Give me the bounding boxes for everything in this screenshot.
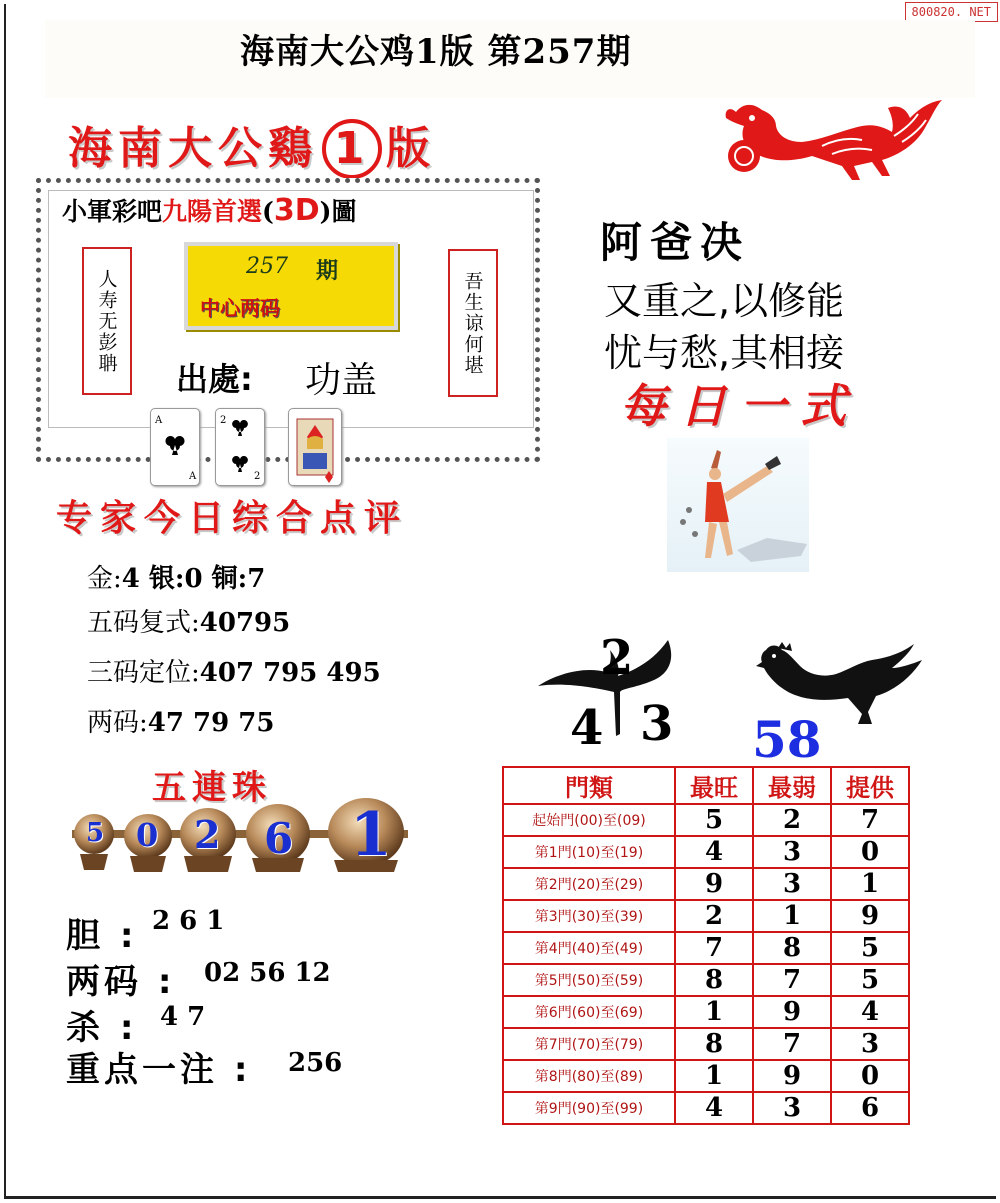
poem-line-1: 又重之,以修能 — [604, 279, 845, 323]
row-hot: 8 — [675, 1028, 753, 1060]
row-cold: 7 — [753, 1028, 831, 1060]
row-hot: 5 — [675, 804, 753, 836]
table-row — [503, 1092, 909, 1124]
panel-header-paren-close: ) — [319, 197, 332, 226]
gate-table — [502, 766, 910, 1125]
panel-header-suffix: 圖 — [331, 197, 357, 226]
table-row — [503, 804, 909, 836]
header-gate: 門類 — [503, 767, 675, 804]
bead-digit-5: 1 — [350, 800, 392, 870]
main-title-prefix: 海南大公鷄 — [68, 123, 318, 174]
panel-header-red: 九陽首選 — [162, 197, 263, 226]
row-offer: 4 — [831, 996, 909, 1028]
panel-header — [62, 192, 357, 228]
liangma-label: 两码 : — [66, 962, 176, 1002]
table-row — [503, 836, 909, 868]
expert-review-title: 专家今日综合点评 — [56, 498, 409, 539]
row-hot: 4 — [675, 1092, 753, 1124]
row-offer: 7 — [831, 804, 909, 836]
table-row — [503, 1060, 909, 1092]
row-hot: 4 — [675, 836, 753, 868]
zhongdian-value: 256 — [288, 1048, 343, 1078]
table-row — [503, 868, 909, 900]
row-cold: 8 — [753, 932, 831, 964]
panel-header-brand: 小軍彩吧 — [62, 197, 163, 226]
two-code-row — [87, 702, 274, 739]
row-range: 第3門(30)至(39) — [503, 900, 675, 932]
row-range: 第4門(40)至(49) — [503, 932, 675, 964]
table-row — [503, 964, 909, 996]
page-title: 海南大公鸡1版 第257期 — [240, 32, 632, 72]
left-poem-box: 人寿无彭聃 — [82, 247, 132, 395]
table-row — [503, 900, 909, 932]
medals-value: 4 银:0 铜:7 — [121, 564, 266, 594]
medals-row — [87, 558, 265, 595]
header-cold: 最弱 — [753, 767, 831, 804]
three-code-value: 407 795 495 — [199, 658, 381, 688]
panel-header-3d: 3D — [273, 193, 320, 228]
main-title — [68, 112, 436, 179]
row-offer: 5 — [831, 932, 909, 964]
row-range: 第9門(90)至(99) — [503, 1092, 675, 1124]
row-cold: 3 — [753, 1092, 831, 1124]
row-offer: 9 — [831, 900, 909, 932]
svg-text:A: A — [155, 415, 163, 426]
row-cold: 1 — [753, 900, 831, 932]
row-offer: 0 — [831, 836, 909, 868]
poem-line-2: 忧与愁,其相接 — [604, 331, 845, 375]
row-offer: 1 — [831, 868, 909, 900]
issue-suffix: 期 — [316, 259, 339, 284]
five-code-row — [87, 602, 290, 639]
row-offer: 3 — [831, 1028, 909, 1060]
row-range: 第8門(80)至(89) — [503, 1060, 675, 1092]
table-row — [503, 1028, 909, 1060]
row-hot: 7 — [675, 932, 753, 964]
row-hot: 9 — [675, 868, 753, 900]
main-title-suffix: 版 — [386, 123, 436, 174]
ace-of-clubs-card — [150, 408, 200, 486]
row-offer: 6 — [831, 1092, 909, 1124]
medals-label: 金: — [87, 564, 122, 594]
sum-digit-right: 3 — [640, 696, 674, 752]
main-title-circled: 1 — [322, 119, 382, 179]
row-range: 第7門(70)至(79) — [503, 1028, 675, 1060]
highlight-number: 58 — [752, 710, 822, 769]
svg-text:2: 2 — [220, 415, 227, 426]
source-value: 功盖 — [305, 360, 378, 401]
dan-value: 2 6 1 — [152, 906, 225, 936]
svg-text:2: 2 — [254, 471, 261, 482]
row-range: 第2門(20)至(29) — [503, 868, 675, 900]
dan-label: 胆 : — [66, 916, 138, 956]
two-code-value: 47 79 75 — [147, 708, 275, 738]
row-offer: 0 — [831, 1060, 909, 1092]
sha-label: 杀 : — [66, 1008, 138, 1048]
issue-number: 257 — [246, 254, 288, 279]
row-offer: 5 — [831, 964, 909, 996]
bead-digit-1: 5 — [86, 818, 105, 848]
five-code-value: 40795 — [199, 608, 291, 638]
three-code-label: 三码定位: — [87, 658, 200, 688]
table-header-row — [503, 767, 909, 804]
table-row — [503, 996, 909, 1028]
header-hot: 最旺 — [675, 767, 753, 804]
row-cold: 9 — [753, 996, 831, 1028]
two-of-clubs-card — [215, 408, 265, 486]
row-cold: 3 — [753, 868, 831, 900]
bead-digit-3: 2 — [194, 812, 221, 857]
bead-digit-4: 6 — [264, 814, 294, 863]
header-offer: 提供 — [831, 767, 909, 804]
table-row — [503, 932, 909, 964]
right-poem-box: 吾生谅何堪 — [448, 249, 498, 397]
row-range: 第1門(10)至(19) — [503, 836, 675, 868]
row-cold: 9 — [753, 1060, 831, 1092]
two-code-label: 两码: — [87, 708, 148, 738]
row-hot: 1 — [675, 996, 753, 1028]
sum-digit-left: 4 — [570, 700, 604, 756]
source-label: 出處: — [176, 360, 253, 398]
panel-header-paren-open: ( — [262, 197, 274, 226]
five-beads-title: 五連珠 — [152, 768, 272, 808]
bead-digit-2: 0 — [136, 816, 159, 854]
row-range: 第5門(50)至(59) — [503, 964, 675, 996]
daily-form-title: 每日一式 — [620, 379, 860, 433]
sha-value: 4 7 — [160, 1002, 206, 1032]
row-hot: 2 — [675, 900, 753, 932]
row-hot: 8 — [675, 964, 753, 996]
zhongdian-label: 重点一注 : — [66, 1050, 252, 1090]
liangma-value: 02 56 12 — [204, 958, 331, 988]
svg-text:A: A — [189, 471, 197, 482]
five-code-label: 五码复式: — [87, 608, 200, 638]
sum-digit-top: 2 — [600, 630, 634, 686]
site-watermark[interactable]: 800820. NET — [905, 2, 998, 22]
row-cold: 7 — [753, 964, 831, 996]
rooster-papercut-icon — [722, 96, 948, 186]
three-code-row — [87, 652, 381, 689]
king-of-diamonds-card — [288, 408, 342, 486]
row-hot: 1 — [675, 1060, 753, 1092]
kungfu-figure-illustration — [667, 438, 809, 572]
row-range: 第6門(60)至(69) — [503, 996, 675, 1028]
row-cold: 3 — [753, 836, 831, 868]
row-range: 起始門(00)至(09) — [503, 804, 675, 836]
row-cold: 2 — [753, 804, 831, 836]
poem-title: 阿爸决 — [600, 218, 751, 267]
center-code-label: 中心两码 — [200, 296, 280, 320]
